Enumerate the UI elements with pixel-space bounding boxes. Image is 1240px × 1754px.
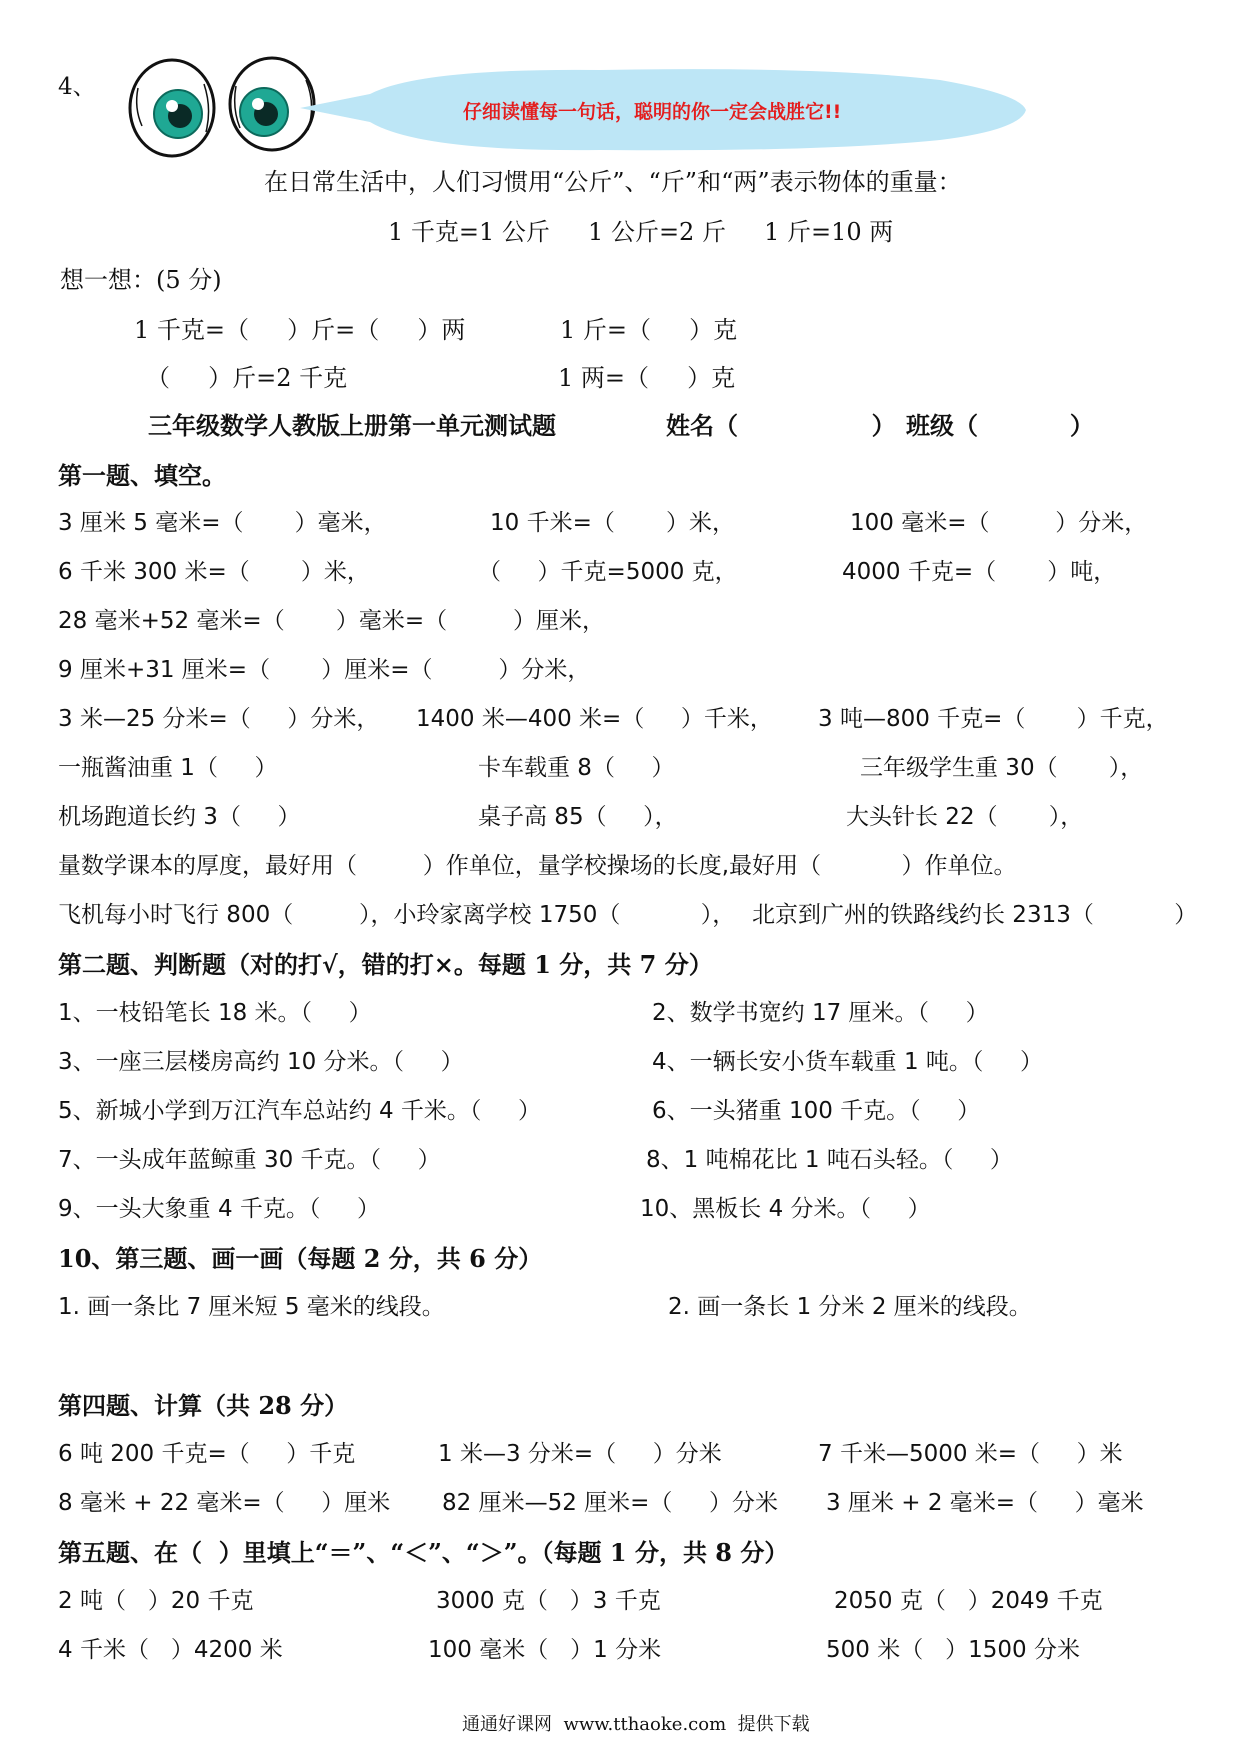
compare-item: 2050 克（ ）2049 千克: [834, 1588, 1103, 1614]
eyes-icon: [124, 54, 324, 160]
footer-credit: 通通好课网 www.tthaoke.com 提供下载: [462, 1714, 810, 1735]
fill-item: 6 千米 300 米=（ ）米，: [58, 559, 370, 585]
compare-item: 2 吨（ ）20 千克: [58, 1588, 254, 1614]
think-label: 想一想：(5 分): [60, 266, 222, 294]
judge-item: 9、一头大象重 4 千克。（ ）: [58, 1196, 380, 1222]
fill-item: 3 厘米 5 毫米=（ ）毫米，: [58, 510, 387, 536]
section-5-heading: 第五题、在（ ）里填上“＝”、“＜”、“＞”。（每题 1 分，共 8 分）: [58, 1538, 789, 1567]
draw-item: 1. 画一条比 7 厘米短 5 毫米的线段。: [58, 1294, 445, 1320]
judge-item: 6、一头猪重 100 千克。（ ）: [652, 1098, 981, 1124]
judge-item: 2、数学书宽约 17 厘米。（ ）: [652, 1000, 989, 1026]
name-field: 姓名（ ）: [666, 411, 896, 440]
compare-item: 4 千米（ ）4200 米: [58, 1637, 283, 1663]
fill-item: 大头针长 22（ ），: [846, 804, 1084, 830]
fill-item: 北京到广州的铁路线约长 2313（ ）: [752, 902, 1198, 928]
calc-item: 7 千米—5000 米=（ ）米: [818, 1441, 1123, 1467]
fill-item: 4000 千克=（ ）吨，: [842, 559, 1117, 585]
calc-item: 1 米—3 分米=（ ）分米: [438, 1441, 722, 1467]
fill-item: 3 米—25 分米=（ ）分米，: [58, 706, 380, 732]
judge-item: 3、一座三层楼房高约 10 分米。（ ）: [58, 1049, 464, 1075]
conversion-line: 1 千克=1 公斤 1 公斤=2 斤 1 斤=10 两: [388, 218, 894, 246]
judge-item: 4、一辆长安小货车载重 1 吨。（ ）: [652, 1049, 1043, 1075]
class-field: 班级（ ）: [906, 411, 1094, 440]
fill-item: 一瓶酱油重 1（ ）: [58, 755, 278, 781]
judge-item: 7、一头成年蓝鲸重 30 千克。（ ）: [58, 1147, 441, 1173]
problem-number: 4、: [58, 74, 96, 100]
compare-item: 3000 克（ ）3 千克: [436, 1588, 661, 1614]
fill-item: 量数学课本的厚度，最好用（ ）作单位，量学校操场的长度,最好用（ ）作单位。: [58, 853, 1017, 879]
fill-item: 桌子高 85（ ），: [478, 804, 678, 830]
fill-item: 飞机每小时飞行 800（ ），小玲家离学校 1750（ ），: [58, 902, 736, 928]
section-1-heading: 第一题、填空。: [58, 461, 226, 490]
judge-item: 5、新城小学到万江汽车总站约 4 千米。（ ）: [58, 1098, 541, 1124]
calc-item: 8 毫米 + 22 毫米=（ ）厘米: [58, 1490, 391, 1516]
fill-item: （ ）千克=5000 克，: [478, 559, 738, 585]
judge-item: 8、1 吨棉花比 1 吨石头轻。（ ）: [646, 1147, 1013, 1173]
judge-item: 1、一枝铅笔长 18 米。（ ）: [58, 1000, 372, 1026]
fill-item: 28 毫米+52 毫米=（ ）毫米=（ ）厘米，: [58, 608, 605, 634]
judge-item: 10、黑板长 4 分米。（ ）: [640, 1196, 931, 1222]
fill-item: 10 千米=（ ）米，: [490, 510, 736, 536]
think-question-3: （ ）斤=2 千克: [146, 364, 348, 392]
section-3-heading: 10、第三题、画一画（每题 2 分，共 6 分）: [58, 1244, 543, 1273]
calc-item: 3 厘米 + 2 毫米=（ ）毫米: [826, 1490, 1144, 1516]
motivation-text: 仔细读懂每一句话，聪明的你一定会战胜它!!: [463, 101, 842, 123]
fill-item: 卡车载重 8（ ）: [478, 755, 675, 781]
calc-item: 6 吨 200 千克=（ ）千克: [58, 1441, 356, 1467]
fill-item: 9 厘米+31 厘米=（ ）厘米=（ ）分米，: [58, 657, 591, 683]
think-question-2: 1 斤=（ ）克: [560, 316, 738, 344]
compare-item: 100 毫米（ ）1 分米: [428, 1637, 662, 1663]
draw-item: 2. 画一条长 1 分米 2 厘米的线段。: [668, 1294, 1032, 1320]
fill-item: 3 吨—800 千克=（ ）千克，: [818, 706, 1169, 732]
fill-item: 1400 米—400 米=（ ）千米，: [416, 706, 773, 732]
think-question-1: 1 千克=（ ）斤=（ ）两: [134, 316, 466, 344]
page-title: 三年级数学人教版上册第一单元测试题: [148, 411, 556, 440]
section-2-heading: 第二题、判断题（对的打√，错的打×。每题 1 分，共 7 分）: [58, 950, 713, 979]
intro-line: 在日常生活中，人们习惯用“公斤”、“斤”和“两”表示物体的重量：: [264, 168, 962, 196]
calc-item: 82 厘米—52 厘米=（ ）分米: [442, 1490, 778, 1516]
fill-item: 三年级学生重 30（ ），: [860, 755, 1144, 781]
fill-item: 机场跑道长约 3（ ）: [58, 804, 301, 830]
section-4-heading: 第四题、计算（共 28 分）: [58, 1391, 349, 1420]
fill-item: 100 毫米=（ ）分米，: [850, 510, 1148, 536]
think-question-4: 1 两=（ ）克: [558, 364, 736, 392]
compare-item: 500 米（ ）1500 分米: [826, 1637, 1080, 1663]
